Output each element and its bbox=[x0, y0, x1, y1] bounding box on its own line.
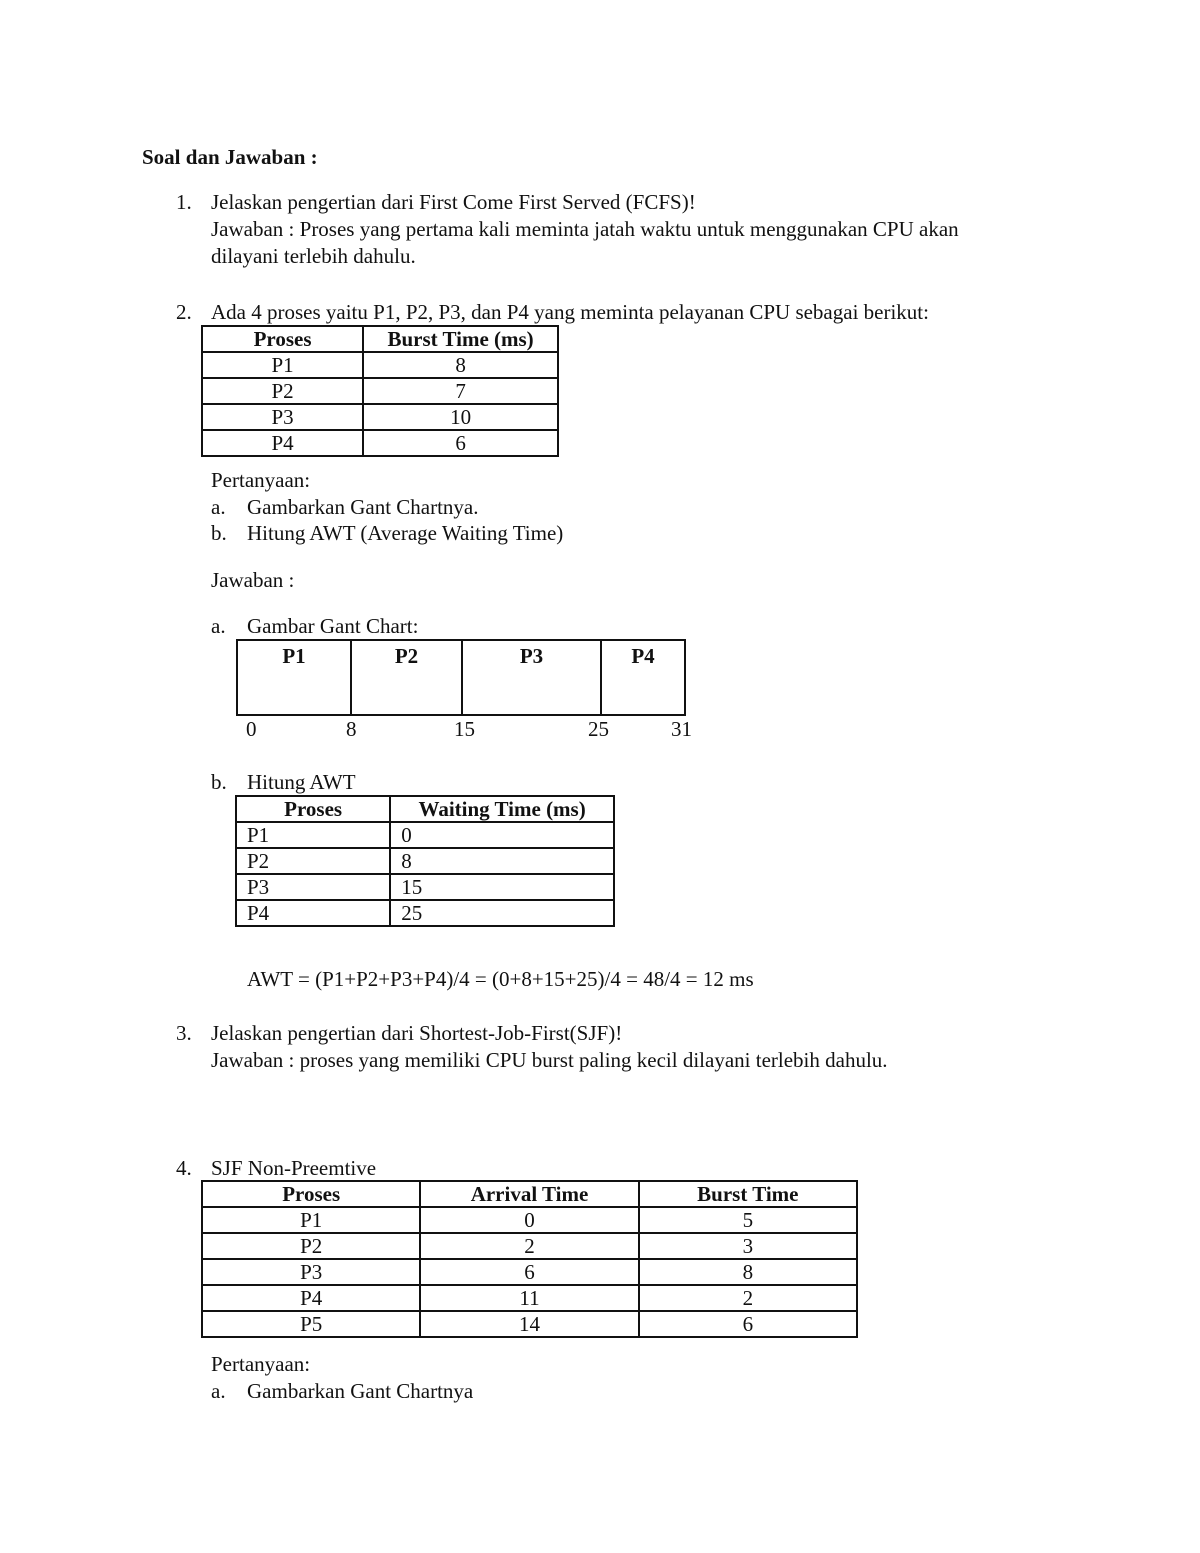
table-row bbox=[202, 1259, 857, 1285]
awt-formula: AWT = (P1+P2+P3+P4)/4 = (0+8+15+25)/4 = 48/4 = 12 ms bbox=[247, 967, 754, 991]
table-cell: 8 bbox=[363, 352, 558, 378]
q4-qa-text: Gambarkan Gant Chartnya bbox=[247, 1379, 474, 1403]
burst-time-table bbox=[201, 325, 559, 457]
q2-jawaban: Jawaban : bbox=[211, 568, 295, 592]
table-cell: 2 bbox=[420, 1233, 638, 1259]
table-cell: 11 bbox=[420, 1285, 638, 1311]
q3-number: 3. bbox=[176, 1021, 192, 1045]
table-cell: P2 bbox=[236, 848, 390, 874]
table-cell: P4 bbox=[202, 1285, 420, 1311]
table-cell: 0 bbox=[420, 1207, 638, 1233]
q2-question: Ada 4 proses yaitu P1, P2, P3, dan P4 yang meminta pelayanan CPU sebagai berikut: bbox=[211, 300, 929, 324]
table-header-cell: Proses bbox=[236, 796, 390, 822]
gantt-block: P2 bbox=[352, 641, 463, 714]
page-title: Soal dan Jawaban : bbox=[142, 145, 318, 169]
sjf-table bbox=[201, 1180, 858, 1338]
gantt-block: P3 bbox=[463, 641, 602, 714]
table-cell: 15 bbox=[390, 874, 614, 900]
q1-answer-line1: Jawaban : Proses yang pertama kali meminta jatah waktu untuk menggunakan CPU akan bbox=[211, 217, 959, 241]
table-cell: P2 bbox=[202, 378, 363, 404]
table-cell: P3 bbox=[236, 874, 390, 900]
q3-question: Jelaskan pengertian dari Shortest-Job-First(SJF)! bbox=[211, 1021, 623, 1045]
q2-pertanyaan: Pertanyaan: bbox=[211, 468, 311, 492]
table-row bbox=[236, 874, 614, 900]
q1-question: Jelaskan pengertian dari First Come First Served (FCFS)! bbox=[211, 190, 696, 214]
gantt-block: P1 bbox=[238, 641, 352, 714]
table-row bbox=[202, 430, 558, 456]
q3-answer: Jawaban : proses yang memiliki CPU burst paling kecil dilayani terlebih dahulu. bbox=[211, 1048, 888, 1072]
table-row bbox=[202, 378, 558, 404]
q2-ans-a-label: a. bbox=[211, 614, 226, 638]
table-cell: 8 bbox=[639, 1259, 857, 1285]
table-cell: 25 bbox=[390, 900, 614, 926]
q2-qb-text: Hitung AWT (Average Waiting Time) bbox=[247, 521, 564, 545]
table-row bbox=[236, 900, 614, 926]
q2-ans-b-label: b. bbox=[211, 770, 227, 794]
table-cell: P1 bbox=[202, 352, 363, 378]
table-cell: 6 bbox=[420, 1259, 638, 1285]
table-row bbox=[202, 1311, 857, 1337]
table-cell: 7 bbox=[363, 378, 558, 404]
table-cell: P2 bbox=[202, 1233, 420, 1259]
table-row bbox=[236, 848, 614, 874]
q4-qa-label: a. bbox=[211, 1379, 226, 1403]
waiting-time-table bbox=[235, 795, 615, 927]
gantt-tick: 0 bbox=[246, 717, 257, 741]
table-cell: P3 bbox=[202, 404, 363, 430]
table-cell: P3 bbox=[202, 1259, 420, 1285]
gantt-tick: 31 bbox=[671, 717, 692, 741]
table-cell: P5 bbox=[202, 1311, 420, 1337]
gantt-tick: 25 bbox=[588, 717, 609, 741]
table-header-cell: Burst Time bbox=[639, 1181, 857, 1207]
q2-qa-label: a. bbox=[211, 495, 226, 519]
gantt-block: P4 bbox=[631, 644, 655, 668]
table-cell: P1 bbox=[202, 1207, 420, 1233]
q2-ans-a-text: Gambar Gant Chart: bbox=[247, 614, 419, 638]
table-cell: P4 bbox=[236, 900, 390, 926]
table-row bbox=[202, 404, 558, 430]
gantt-tick: 8 bbox=[346, 717, 357, 741]
table-header-row bbox=[202, 1181, 857, 1207]
table-header-row bbox=[236, 796, 614, 822]
table-cell: 8 bbox=[390, 848, 614, 874]
table-header-cell: Arrival Time bbox=[420, 1181, 638, 1207]
table-row bbox=[236, 822, 614, 848]
table-header-cell: Waiting Time (ms) bbox=[390, 796, 614, 822]
table-header-cell: Proses bbox=[202, 1181, 420, 1207]
q2-qb-label: b. bbox=[211, 521, 227, 545]
gantt-tick: 15 bbox=[454, 717, 475, 741]
table-row bbox=[202, 1285, 857, 1311]
q2-qa-text: Gambarkan Gant Chartnya. bbox=[247, 495, 479, 519]
table-cell: P1 bbox=[236, 822, 390, 848]
table-cell: 6 bbox=[363, 430, 558, 456]
table-cell: 2 bbox=[639, 1285, 857, 1311]
table-row bbox=[202, 1207, 857, 1233]
table-row bbox=[202, 1233, 857, 1259]
table-cell: 0 bbox=[390, 822, 614, 848]
q1-answer-line2: dilayani terlebih dahulu. bbox=[211, 244, 416, 268]
q2-number: 2. bbox=[176, 300, 192, 324]
table-cell: 14 bbox=[420, 1311, 638, 1337]
gantt-chart bbox=[236, 639, 686, 716]
table-header-cell: Burst Time (ms) bbox=[363, 326, 558, 352]
table-cell: 6 bbox=[639, 1311, 857, 1337]
q4-number: 4. bbox=[176, 1156, 192, 1180]
table-header-cell: Proses bbox=[202, 326, 363, 352]
table-cell: 5 bbox=[639, 1207, 857, 1233]
table-cell: 3 bbox=[639, 1233, 857, 1259]
q2-ans-b-text: Hitung AWT bbox=[247, 770, 356, 794]
q4-title: SJF Non-Preemtive bbox=[211, 1156, 377, 1180]
table-cell: 10 bbox=[363, 404, 558, 430]
q4-pertanyaan: Pertanyaan: bbox=[211, 1352, 311, 1376]
table-row bbox=[202, 352, 558, 378]
table-cell: P4 bbox=[202, 430, 363, 456]
q1-number: 1. bbox=[176, 190, 192, 214]
table-header-row bbox=[202, 326, 558, 352]
